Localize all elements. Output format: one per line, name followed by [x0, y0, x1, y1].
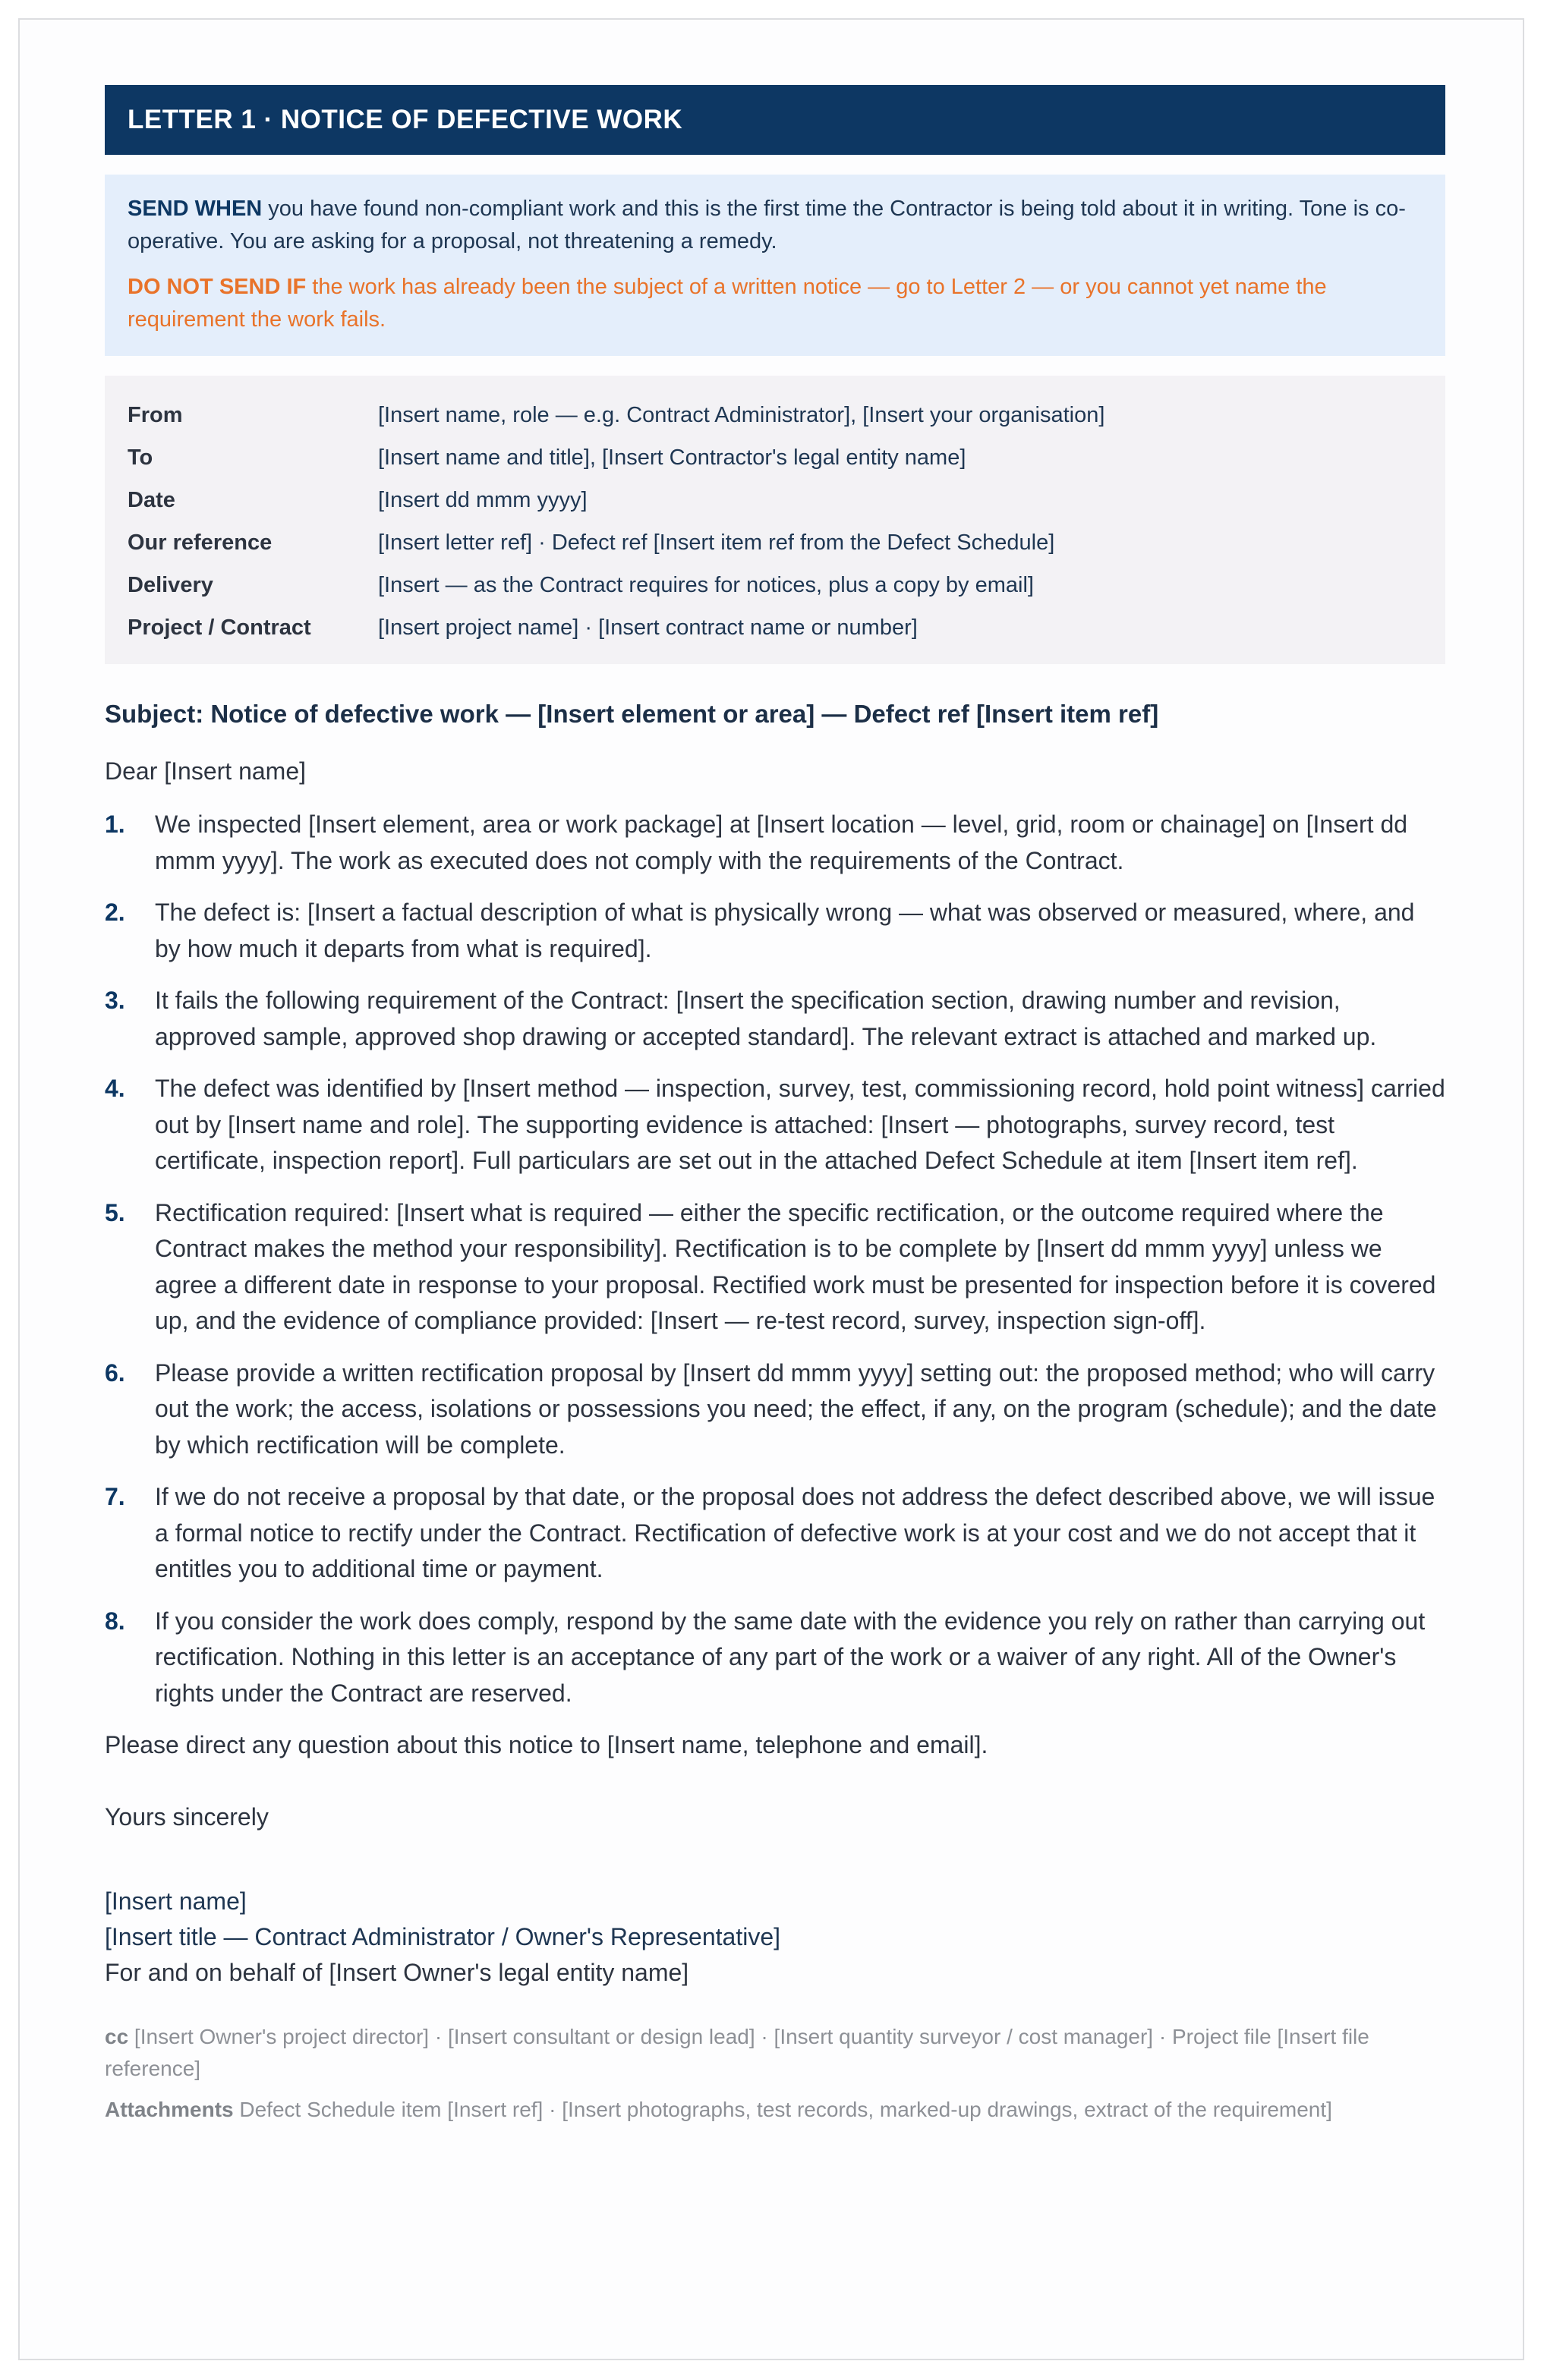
- paragraph-number: 3.: [105, 987, 125, 1014]
- cc-line: [105, 2021, 1445, 2085]
- letter-subject: Subject: Notice of defective work — [Insert element or area] — Defect ref [Insert item ref]: [105, 700, 1159, 728]
- send-when-text: you have found non-compliant work and this is the first time the Contractor is being told about it in writing. Tone is co-operative. You are asking for a proposal, not threatening a remedy.: [128, 197, 1406, 253]
- paragraph-number: 7.: [105, 1483, 125, 1510]
- paragraph-text: If you consider the work does comply, respond by the same date with the evidence you rely on rather than carrying out rectification. Nothing in this letter is an acceptance of any part of the work or a waiver of any right. All of the Owner's rights under the Contract are reserved.: [155, 1607, 1426, 1707]
- detail-value: [Insert dd mmm yyyy]: [378, 488, 588, 512]
- paragraph-item: [105, 1604, 1445, 1712]
- paragraph-item: [105, 895, 1445, 967]
- paragraph-item: [105, 1355, 1445, 1464]
- detail-row-delivery: [128, 564, 1423, 606]
- do-not-send-note: [128, 271, 1423, 336]
- letter-title: LETTER 1 · NOTICE OF DEFECTIVE WORK: [105, 85, 1445, 155]
- salutation: Dear [Insert name]: [105, 757, 306, 785]
- paragraph-number: 5.: [105, 1198, 125, 1226]
- detail-value: [Insert — as the Contract requires for notices, plus a copy by email]: [378, 573, 1034, 597]
- detail-value: [Insert project name] · [Insert contract name or number]: [378, 615, 918, 640]
- detail-value: [Insert letter ref] · Defect ref [Insert item ref from the Defect Schedule]: [378, 530, 1055, 555]
- letter-content: [105, 85, 1445, 2126]
- detail-row-to: [128, 436, 1423, 479]
- signature-block: [105, 1884, 1445, 1991]
- signatory-organisation: For and on behalf of [Insert Owner's legal entity name]: [105, 1959, 689, 1986]
- detail-row-project: [128, 606, 1423, 649]
- detail-label: From: [128, 403, 183, 427]
- detail-row-from: [128, 394, 1423, 436]
- paragraph-item: [105, 983, 1445, 1055]
- detail-value: [Insert name, role — e.g. Contract Administrator], [Insert your organisation]: [378, 403, 1105, 427]
- cc-label: cc: [105, 2025, 129, 2048]
- guidance-box: [105, 175, 1445, 356]
- signatory-title: [Insert title — Contract Administrator / Owner's Representative]: [105, 1923, 780, 1950]
- sign-off: Yours sincerely: [105, 1803, 269, 1831]
- paragraph-text: The defect was identified by [Insert method — inspection, survey, test, commissioning record, hold point witness] carried out by [Insert name and role]. The supporting evidence is attached: [Insert — photographs, survey record, test certificate, inspection report]. Full particulars are set out in the attached Defect Schedule at item [Insert item ref].: [155, 1075, 1445, 1174]
- paragraph-item: [105, 1195, 1445, 1340]
- do-not-send-text: the work has already been the subject of a written notice — go to Letter 2 — or you cannot yet name the requirement the work fails.: [128, 275, 1327, 332]
- detail-label: Our reference: [128, 530, 273, 555]
- paragraph-item: [105, 1071, 1445, 1179]
- send-when-note: [128, 193, 1423, 258]
- cc-text: [Insert Owner's project director] · [Insert consultant or design lead] · [Insert quantity surveyor / cost manager] · Project file [Insert file reference]: [105, 2025, 1369, 2080]
- send-when-label: SEND WHEN: [128, 197, 263, 221]
- detail-label: To: [128, 445, 153, 470]
- attachments-text: Defect Schedule item [Insert ref] · [Insert photographs, test records, marked-up drawings, extract of the requirement]: [233, 2098, 1332, 2121]
- detail-label: Project / Contract: [128, 615, 311, 640]
- attachments-line: [105, 2094, 1445, 2126]
- paragraph-number: 6.: [105, 1358, 125, 1387]
- paragraph-text: Rectification required: [Insert what is required — either the specific rectification, or the outcome required where the Contract makes the method your responsibility]. Rectification is to be complete by [Insert dd mmm yyyy] unless we agree a different date in response to your proposal. Rectified work must be presented for inspection before it is covered up, and the evidence of compliance provided: [Insert — re-test record, survey, inspection sign-off].: [155, 1198, 1436, 1334]
- document-page: [18, 18, 1524, 2360]
- paragraph-text: It fails the following requirement of the Contract: [Insert the specification section, drawing number and revision, approved sample, approved shop drawing or accepted standard]. The relevant extract is attached and marked up.: [155, 987, 1377, 1050]
- numbered-paragraphs: [105, 807, 1445, 1711]
- paragraph-item: [105, 1479, 1445, 1588]
- do-not-send-label: DO NOT SEND IF: [128, 275, 307, 299]
- detail-label: Date: [128, 488, 175, 512]
- paragraph-text: If we do not receive a proposal by that date, or the proposal does not address the defect described above, we will issue a formal notice to rectify under the Contract. Rectification of defective work is at your cost and we do not accept that it entitles you to additional time or payment.: [155, 1483, 1435, 1582]
- paragraph-number: 1.: [105, 811, 125, 838]
- detail-label: Delivery: [128, 573, 213, 597]
- paragraph-text: We inspected [Insert element, area or work package] at [Insert location — level, grid, room or chainage] on [Insert dd mmm yyyy]. The work as executed does not comply with the requirements of the Contract.: [155, 811, 1408, 874]
- detail-row-date: [128, 479, 1423, 521]
- paragraph-text: Please provide a written rectification proposal by [Insert dd mmm yyyy] setting out: the proposed method; who will carry out the work; the access, isolations or possessions you need; the effect, if any, on the program (schedule); and the date by which rectification will be complete.: [155, 1358, 1437, 1459]
- detail-row-reference: [128, 521, 1423, 564]
- signatory-name: [Insert name]: [105, 1887, 247, 1915]
- paragraph-number: 2.: [105, 899, 125, 926]
- detail-value: [Insert name and title], [Insert Contractor's legal entity name]: [378, 445, 966, 470]
- paragraph-number: 8.: [105, 1607, 125, 1635]
- paragraph-text: The defect is: [Insert a factual description of what is physically wrong — what was observed or measured, where, and by how much it departs from what is required].: [155, 899, 1415, 962]
- paragraph-number: 4.: [105, 1075, 125, 1102]
- contact-sentence: Please direct any question about this notice to [Insert name, telephone and email].: [105, 1731, 988, 1758]
- letter-details-panel: [105, 376, 1445, 664]
- attachments-label: Attachments: [105, 2098, 234, 2121]
- letter-footer: [105, 2021, 1445, 2126]
- paragraph-item: [105, 807, 1445, 879]
